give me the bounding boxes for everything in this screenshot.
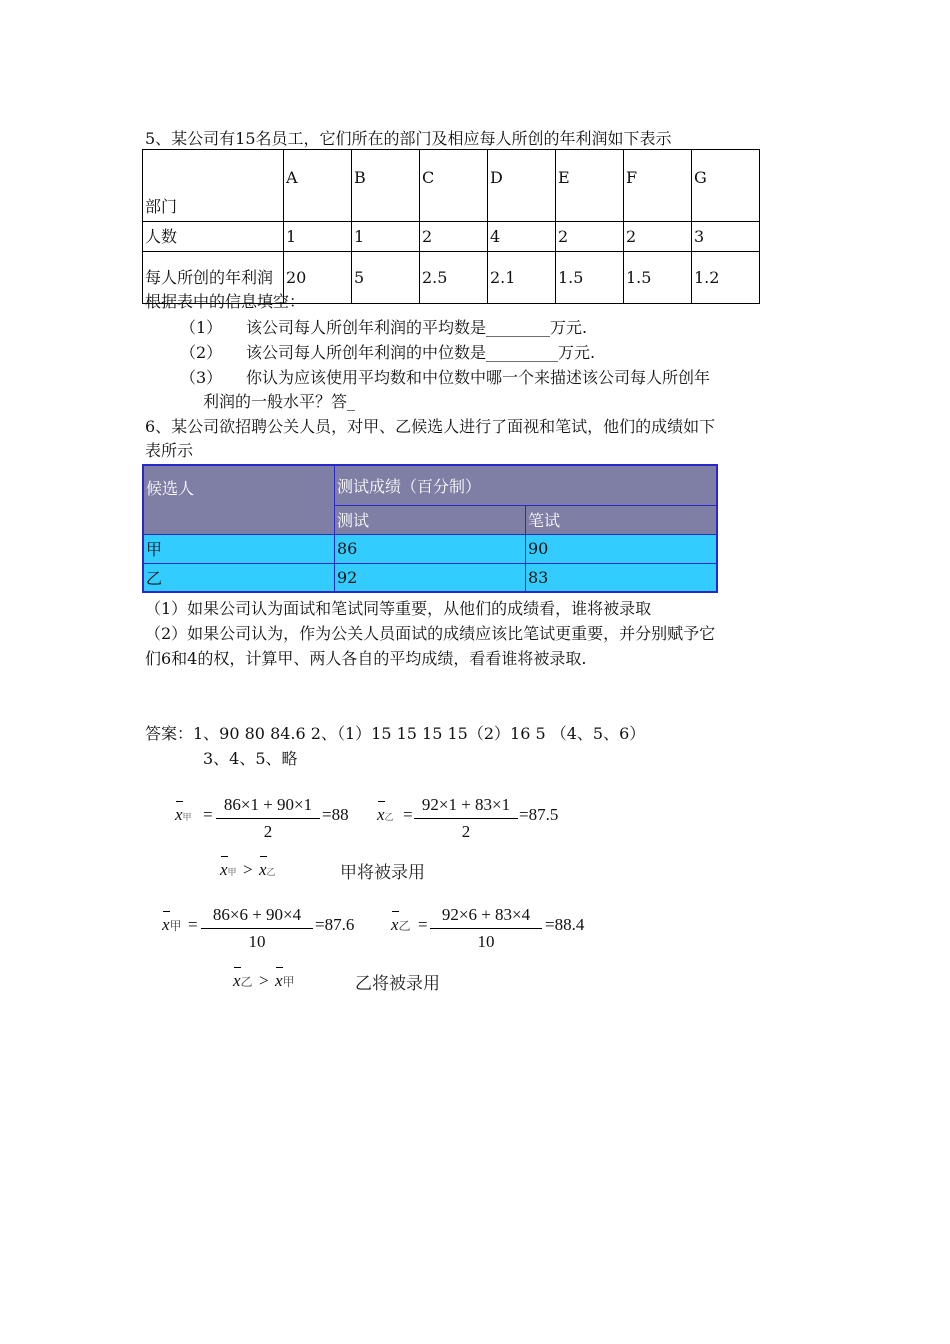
- header-test: 测试: [335, 505, 526, 534]
- equals-sign: =: [418, 915, 428, 934]
- item-number: （2）: [180, 343, 223, 362]
- denominator: 2: [461, 822, 471, 841]
- table-cell: 2.1: [488, 252, 556, 304]
- fill-intro: 根据表中的信息填空：: [145, 292, 306, 311]
- table-cell: C: [420, 150, 488, 222]
- test-score: 92: [335, 563, 526, 592]
- table-row: [143, 222, 760, 252]
- answer-line: 答案：1、90 80 84.6 2、（1）15 15 15 15（2）16 5 （4、5、6）: [145, 724, 646, 743]
- table-cell: D: [488, 150, 556, 222]
- mean-x-yi: x乙: [259, 860, 276, 879]
- item-text-continued: 利润的一般水平？答_: [203, 392, 356, 411]
- mean-x-jia: x甲: [220, 860, 237, 879]
- denominator: 10: [477, 932, 495, 951]
- written-score: 83: [526, 563, 718, 592]
- table-cell: 3: [692, 222, 760, 252]
- result: =87.5: [519, 805, 559, 824]
- table-row: [143, 563, 717, 592]
- table-row: [143, 150, 760, 222]
- mean-x-jia: x甲: [175, 805, 192, 824]
- table-cell: 2.5: [420, 252, 488, 304]
- table-cell: 2: [624, 222, 692, 252]
- table-cell: F: [624, 150, 692, 222]
- mean-x-yi: x乙: [377, 805, 394, 824]
- score-table: [142, 464, 718, 593]
- table-cell: 1.5: [624, 252, 692, 304]
- candidate-name: 甲: [143, 534, 335, 563]
- weighted-mean-jia: x甲: [275, 971, 295, 990]
- table-cell: 1: [352, 222, 420, 252]
- greater-than: >: [243, 860, 253, 879]
- header-score: 测试成绩（百分制）: [335, 465, 718, 505]
- q6-sub2: （2）如果公司认为，作为公关人员面试的成绩应该比笔试更重要，并分别赋予它: [145, 624, 716, 643]
- profit-table: [142, 149, 760, 304]
- equals-sign: =: [403, 805, 413, 824]
- numerator: 92×1 + 83×1: [414, 795, 518, 819]
- item-text: 你认为应该使用平均数和中位数中哪一个来描述该公司每人所创年: [246, 368, 711, 387]
- q6-sub2-cont: 们6和4的权，计算甲、两人各自的平均成绩，看看谁将被录取.: [145, 649, 587, 668]
- numerator: 86×6 + 90×4: [201, 905, 313, 929]
- header-candidate: 候选人: [143, 465, 335, 534]
- equals-sign: =: [188, 915, 198, 934]
- fraction-yi-weighted: [430, 905, 542, 952]
- table-cell: 2: [420, 222, 488, 252]
- table-row: [143, 465, 717, 505]
- table-cell: 1: [284, 222, 352, 252]
- answer-line-cont: 3、4、5、略: [203, 749, 298, 768]
- table-cell: 1.2: [692, 252, 760, 304]
- result: =88: [322, 805, 349, 824]
- item-number: （1）: [180, 318, 223, 337]
- denominator: 2: [263, 822, 273, 841]
- numerator: 86×1 + 90×1: [216, 795, 320, 819]
- table-cell: A: [284, 150, 352, 222]
- result: =88.4: [545, 915, 585, 934]
- result: =87.6: [315, 915, 355, 934]
- fraction-jia-equal: [216, 795, 320, 842]
- table-cell: 2: [556, 222, 624, 252]
- table-cell: E: [556, 150, 624, 222]
- table-cell: 5: [352, 252, 420, 304]
- test-score: 86: [335, 534, 526, 563]
- table-cell: B: [352, 150, 420, 222]
- weighted-mean-yi: x乙: [233, 971, 253, 990]
- table-cell: 每人所创的年利润: [143, 252, 284, 304]
- table-cell: G: [692, 150, 760, 222]
- item-text: 该公司每人所创年利润的中位数是_________万元.: [246, 343, 596, 362]
- fraction-jia-weighted: [201, 905, 313, 952]
- q6-title-cont: 表所示: [145, 441, 194, 460]
- table-cell: 20: [284, 252, 352, 304]
- weighted-mean-yi: x乙: [391, 915, 411, 934]
- table-cell: 部门: [143, 150, 284, 222]
- item-text: 该公司每人所创年利润的平均数是________万元.: [246, 318, 588, 337]
- greater-than: >: [259, 971, 269, 990]
- fraction-yi-equal: [414, 795, 518, 842]
- weighted-mean-jia: x甲: [162, 915, 182, 934]
- table-cell: 人数: [143, 222, 284, 252]
- numerator: 92×6 + 83×4: [430, 905, 542, 929]
- item-number: （3）: [180, 368, 223, 387]
- q6-title: 6、某公司欲招聘公关人员，对甲、乙候选人进行了面视和笔试，他们的成绩如下: [145, 417, 716, 436]
- q5-title: 5、某公司有15名员工，它们所在的部门及相应每人所创的年利润如下表示: [145, 129, 672, 148]
- table-row: [143, 534, 717, 563]
- conclusion: 甲将被录用: [340, 863, 425, 883]
- q6-sub1: （1）如果公司认为面试和笔试同等重要，从他们的成绩看，谁将被录取: [145, 599, 652, 618]
- table-cell: 1.5: [556, 252, 624, 304]
- header-written: 笔试: [526, 505, 718, 534]
- written-score: 90: [526, 534, 718, 563]
- denominator: 10: [248, 932, 266, 951]
- candidate-name: 乙: [143, 563, 335, 592]
- conclusion: 乙将被录用: [355, 974, 440, 994]
- equals-sign: =: [203, 805, 213, 824]
- table-cell: 4: [488, 222, 556, 252]
